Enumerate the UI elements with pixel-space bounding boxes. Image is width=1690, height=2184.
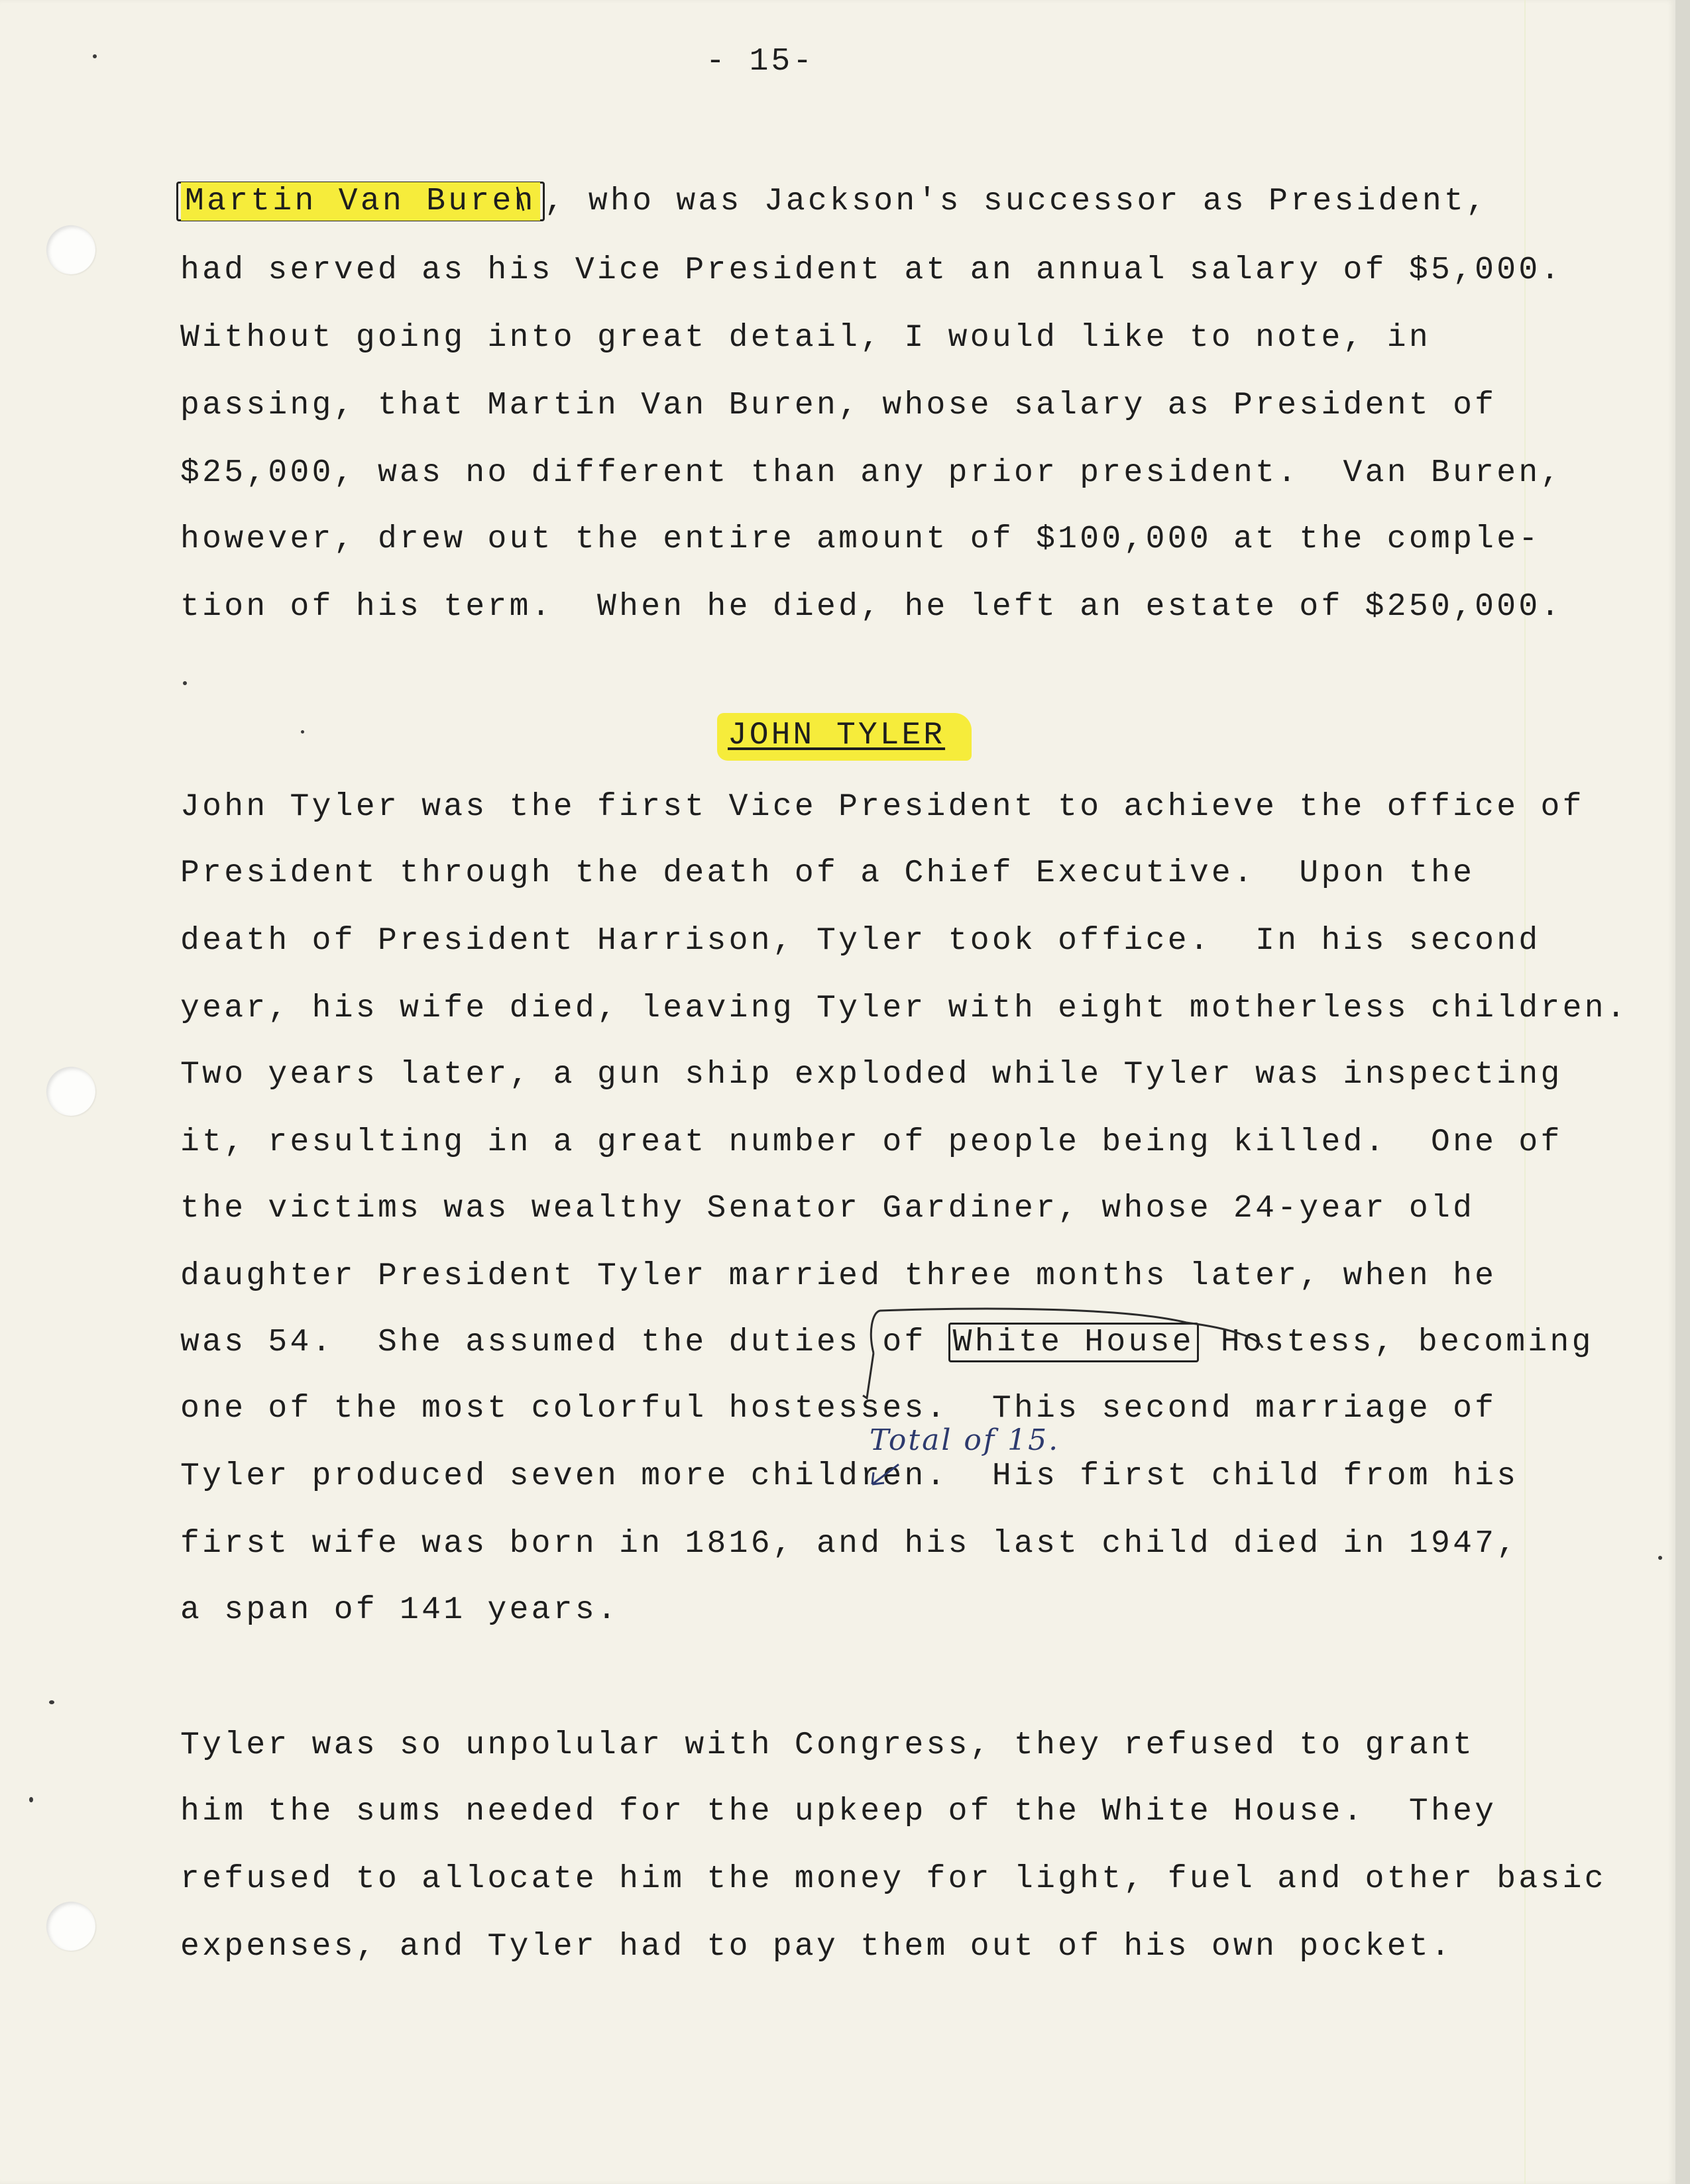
- text-line: death of President Harrison, Tyler took office. In his second: [180, 923, 1541, 959]
- text-line: Martin Van Buren , who was Jackson's successor as President,: [176, 180, 1488, 223]
- text-line: the victims was wealthy Senator Gardiner, whose 24-year old: [180, 1191, 1475, 1227]
- insert-arrow-icon: [872, 1464, 899, 1484]
- ink-speck: [49, 1700, 54, 1704]
- text-line: was 54. She assumed the duties of White House Hostess, becoming: [180, 1321, 1594, 1364]
- text-line: Tyler was so unpolular with Congress, they refused to grant: [180, 1727, 1475, 1763]
- text-line: President through the death of a Chief Executive. Upon the: [180, 855, 1475, 891]
- text-line: passing, that Martin Van Buren, whose salary as President of: [180, 388, 1497, 423]
- text-line: $25,000, was no different than any prior president. Van Buren,: [180, 455, 1563, 491]
- text-line: however, drew out the entire amount of $100,000 at the comple-: [180, 521, 1541, 557]
- text-line: Without going into great detail, I would like to note, in: [180, 320, 1431, 356]
- section-heading: JOHN TYLER: [717, 713, 972, 761]
- text-line: refused to allocate him the money for light, fuel and other basic: [180, 1861, 1606, 1897]
- text-line: expenses, and Tyler had to pay them out of his own pocket.: [180, 1929, 1453, 1965]
- boxed-phrase: White House: [948, 1323, 1199, 1362]
- text-line: first wife was born in 1816, and his last child died in 1947,: [180, 1526, 1519, 1562]
- text-line: had served as his Vice President at an annual salary of $5,000.: [180, 252, 1563, 288]
- callout-line: [871, 1309, 1263, 1353]
- text-line: it, resulting in a great number of people being killed. One of: [180, 1124, 1563, 1160]
- highlighted-name: Martin Van Buren: [181, 182, 540, 221]
- ink-speck: [301, 730, 304, 734]
- text-line: Two years later, a gun ship exploded while Tyler was inspecting: [180, 1057, 1563, 1093]
- handwritten-note: Total of 15.: [870, 1423, 1060, 1457]
- callout-pointer: [863, 1353, 873, 1398]
- text-line: one of the most colorful hostesses. This second marriage of: [180, 1391, 1497, 1427]
- text-line: tion of his term. When he died, he left an estate of $250,000.: [180, 589, 1563, 625]
- ink-speck: [183, 681, 187, 685]
- ink-speck: [1658, 1556, 1662, 1560]
- ink-speck: [29, 1797, 33, 1802]
- text-line: him the sums needed for the upkeep of the White House. They: [180, 1794, 1497, 1829]
- text-line: John Tyler was the first Vice President to achieve the office of: [180, 789, 1585, 825]
- page-number: - 15-: [706, 44, 815, 80]
- text-line: a span of 141 years.: [180, 1592, 620, 1628]
- ink-speck: [93, 54, 97, 58]
- text-line: daughter President Tyler married three months later, when he: [180, 1258, 1497, 1294]
- bracket-mark: [517, 187, 524, 211]
- text-line: Tyler produced seven more children. His first child from his: [180, 1458, 1519, 1494]
- text-line: year, his wife died, leaving Tyler with eight motherless children.: [180, 991, 1628, 1026]
